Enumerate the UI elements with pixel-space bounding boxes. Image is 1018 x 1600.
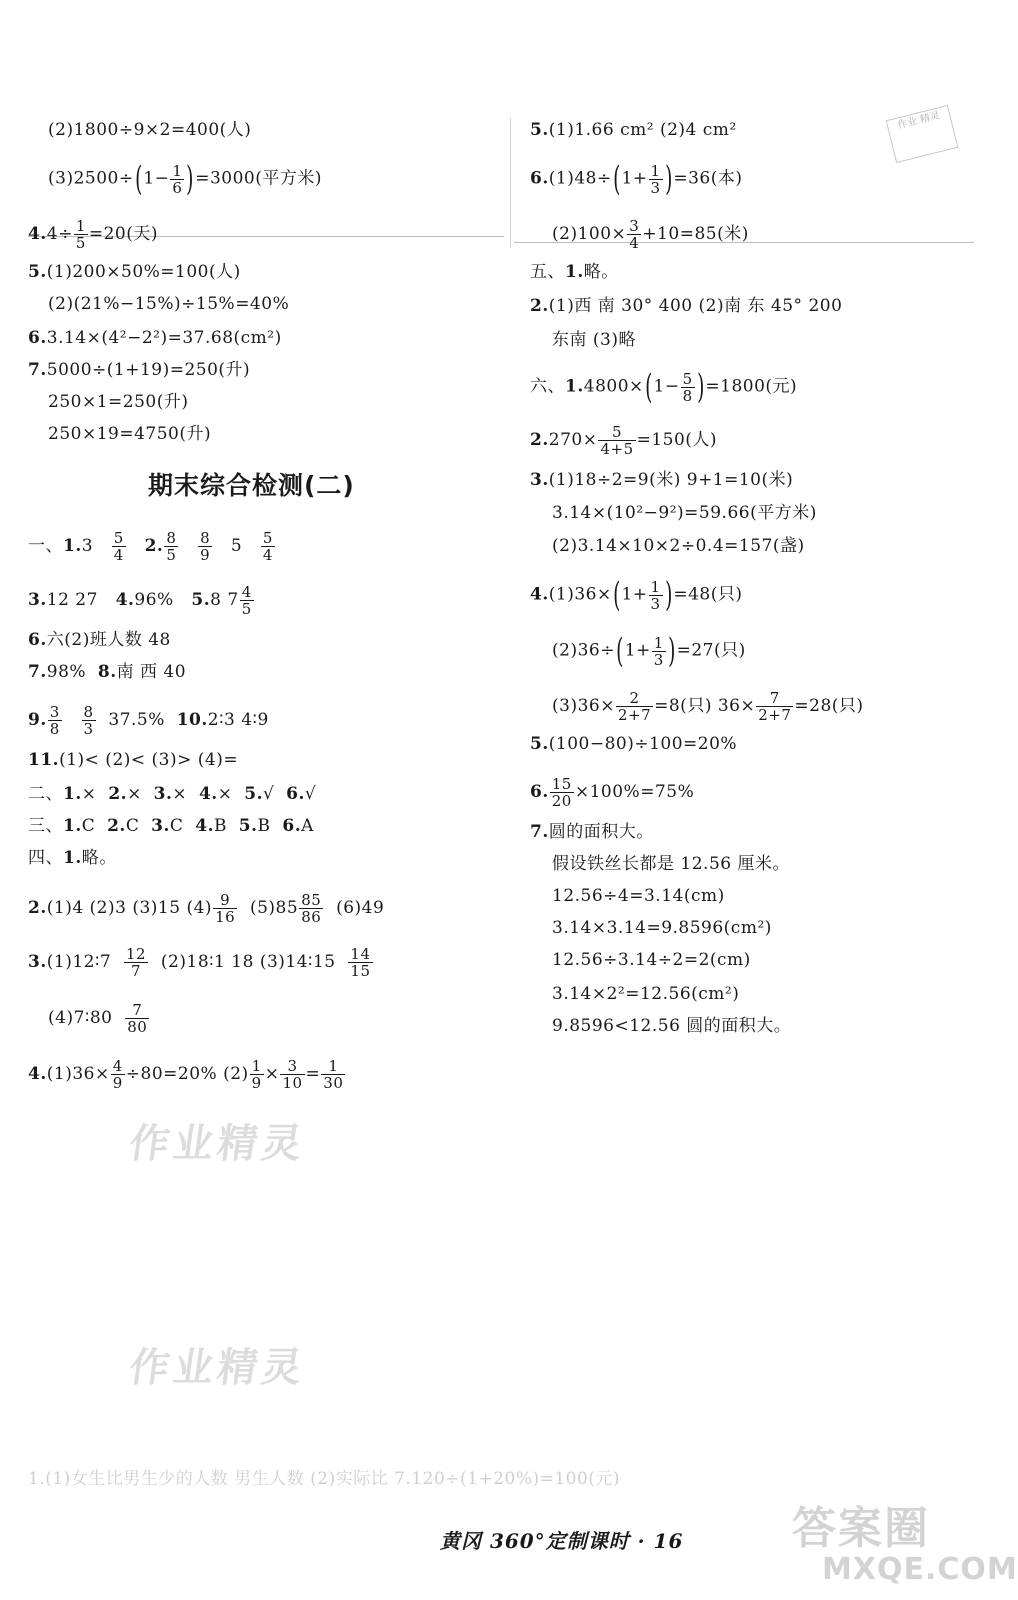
- site-logo: [792, 1492, 1018, 1596]
- stamp-logo: 作业 精灵: [886, 105, 959, 163]
- answer-line: 3.14×2²=12.56(cm²): [552, 984, 740, 1004]
- fraction: $\frac{14}{15}$: [350, 945, 371, 980]
- answer-line: 3.(1)18÷2=9(米) 9+1=10(米): [530, 470, 794, 490]
- answer-line: (2)36÷(1+ $\frac{1}{3}$ )=27(只): [552, 631, 746, 671]
- answer-line: 9. $\frac{3}{8}$ $\frac{8}{3}$ 37.5% 10.2∶3 4∶9: [28, 703, 269, 738]
- page-footer: 黄冈 360°定制课时 · 16: [440, 1529, 684, 1553]
- answer-line: 五、1.略。: [530, 262, 619, 282]
- fraction: $\frac{15}{20}$: [551, 775, 572, 810]
- answer-line: 5.(100−80)÷100=20%: [530, 734, 738, 754]
- answer-line: (3)36× $\frac{2}{2+7}$ =8(只) 36× $\frac{7}{2+7}$ =28(只): [552, 689, 864, 724]
- fraction: $\frac{3}{8}$: [49, 703, 60, 738]
- answer-line: (3)2500÷(1− $\frac{1}{6}$ )=3000(平方米): [48, 159, 323, 199]
- answer-line: (2)3.14×10×2÷0.4=157(盏): [552, 536, 805, 556]
- answer-line: 六、1.4800×(1− $\frac{5}{8}$ )=1800(元): [530, 367, 798, 407]
- site-logo-text: 答案圈: [792, 1503, 930, 1554]
- answer-line: (2)1800÷9×2=400(人): [48, 120, 252, 140]
- answer-line: 250×19=4750(升): [48, 424, 212, 444]
- answer-line: 2.(1)西 南 30° 400 (2)南 东 45° 200: [530, 296, 843, 316]
- answer-line: 东南 (3)略: [552, 330, 636, 350]
- fraction: $\frac{1}{3}$: [650, 577, 661, 613]
- fraction: $\frac{3}{4}$: [629, 217, 640, 252]
- answer-line: 9.8596<12.56 圆的面积大。: [552, 1016, 792, 1036]
- fraction: $\frac{8}{9}$: [200, 529, 211, 564]
- answer-line: 一、1.3 $\frac{5}{4}$ 2. $\frac{8}{5}$ $\frac{8}{9}$ 5 $\frac{5}{4}$: [28, 529, 273, 564]
- answer-line: 7.5000÷(1+19)=250(升): [28, 360, 251, 380]
- answer-line: 三、1.C 2.C 3.C 4.B 5.B 6.A: [28, 816, 314, 836]
- fraction: $\frac{1}{30}$: [323, 1057, 344, 1092]
- answer-line: 7.98% 8.南 西 40: [28, 662, 187, 682]
- fraction: $\frac{7}{2+7}$: [758, 689, 792, 724]
- fraction: $\frac{5}{4}$: [113, 529, 124, 564]
- watermark: 作业精灵: [126, 1121, 309, 1167]
- site-logo-domain: MXQE.COM: [822, 1552, 1018, 1587]
- fraction: $\frac{1}{6}$: [172, 161, 183, 197]
- fraction: $\frac{8}{3}$: [83, 703, 94, 738]
- answer-line: 二、1.× 2.× 3.× 4.× 5.√ 6.√: [28, 784, 317, 804]
- bleed-through-text: 1.(1)女生比男生少的人数 男生人数 (2)实际比 7.120÷(1+20%)=100(元): [28, 1469, 621, 1489]
- answer-line: 5.(1)200×50%=100(人): [28, 262, 241, 282]
- answer-line: 11.(1)< (2)< (3)> (4)=: [28, 750, 239, 770]
- answer-line: 假设铁丝长都是 12.56 厘米。: [552, 854, 790, 874]
- fraction: $\frac{85}{86}$: [301, 891, 322, 926]
- fraction: $\frac{5}{4+5}$: [600, 423, 634, 458]
- answer-line: 3.(1)12∶7 $\frac{12}{7}$ (2)18∶1 18 (3)14∶15 $\frac{14}{15}$: [28, 945, 371, 980]
- fraction: $\frac{2}{2+7}$: [617, 689, 652, 724]
- answer-line: 3.14×3.14=9.8596(cm²): [552, 918, 772, 938]
- fraction: $\frac{5}{4}$: [262, 529, 273, 564]
- answer-line: 6. $\frac{15}{20}$ ×100%=75%: [530, 775, 695, 810]
- fraction: $\frac{5}{8}$: [682, 369, 693, 405]
- fraction: $\frac{1}{3}$: [650, 161, 661, 197]
- answer-line: 250×1=250(升): [48, 392, 189, 412]
- answer-line: 4.4÷ $\frac{1}{5}$ =20(天): [28, 217, 158, 252]
- fraction: $\frac{7}{80}$: [127, 1001, 148, 1036]
- fraction: $\frac{12}{7}$: [126, 945, 147, 980]
- answer-line: 7.圆的面积大。: [530, 822, 654, 842]
- watermark: 作业精灵: [126, 1345, 309, 1391]
- answer-line: 4.(1)36×(1+ $\frac{1}{3}$ )=48(只): [530, 575, 743, 615]
- answer-line: 3.14×(10²−9²)=59.66(平方米): [552, 503, 817, 523]
- answer-line: 6.3.14×(4²−2²)=37.68(cm²): [28, 328, 282, 348]
- answer-line: 2.(1)4 (2)3 (3)15 (4) $\frac{9}{16}$ (5)85 $\frac{85}{86}$ (6)49: [28, 891, 385, 926]
- fraction: $\frac{4}{5}$: [241, 583, 252, 618]
- answer-line: 5.(1)1.66 cm² (2)4 cm²: [530, 120, 737, 140]
- fraction: $\frac{4}{9}$: [112, 1057, 123, 1092]
- column-divider: [510, 118, 511, 248]
- fraction: $\frac{9}{16}$: [215, 891, 236, 926]
- answer-line: (2)(21%−15%)÷15%=40%: [48, 294, 290, 314]
- fraction: $\frac{1}{9}$: [251, 1057, 262, 1092]
- answer-line: (2)100× $\frac{3}{4}$ +10=85(米): [552, 217, 749, 252]
- answer-line: 3.12 27 4.96% 5.8 7 $\frac{4}{5}$: [28, 583, 252, 618]
- answer-line: 6.六(2)班人数 48: [28, 630, 171, 650]
- fraction: $\frac{1}{3}$: [653, 633, 664, 669]
- answer-line: 6.(1)48÷(1+ $\frac{1}{3}$ )=36(本): [530, 159, 743, 199]
- answer-line: 2.270× $\frac{5}{4+5}$ =150(人): [530, 423, 718, 458]
- answer-line: 12.56÷4=3.14(cm): [552, 886, 725, 906]
- section-title: 期末综合检测(二): [148, 471, 355, 500]
- answer-line: 12.56÷3.14÷2=2(cm): [552, 950, 751, 970]
- answer-line: 四、1.略。: [28, 848, 117, 868]
- answer-line: 4.(1)36× $\frac{4}{9}$ ÷80=20% (2) $\frac{1}{9}$ × $\frac{3}{10}$ = $\frac{1}{30}$: [28, 1057, 344, 1092]
- fraction: $\frac{8}{5}$: [166, 529, 177, 564]
- fraction: $\frac{1}{5}$: [75, 217, 86, 252]
- fraction: $\frac{3}{10}$: [282, 1057, 303, 1092]
- answer-line: (4)7∶80 $\frac{7}{80}$: [48, 1001, 148, 1036]
